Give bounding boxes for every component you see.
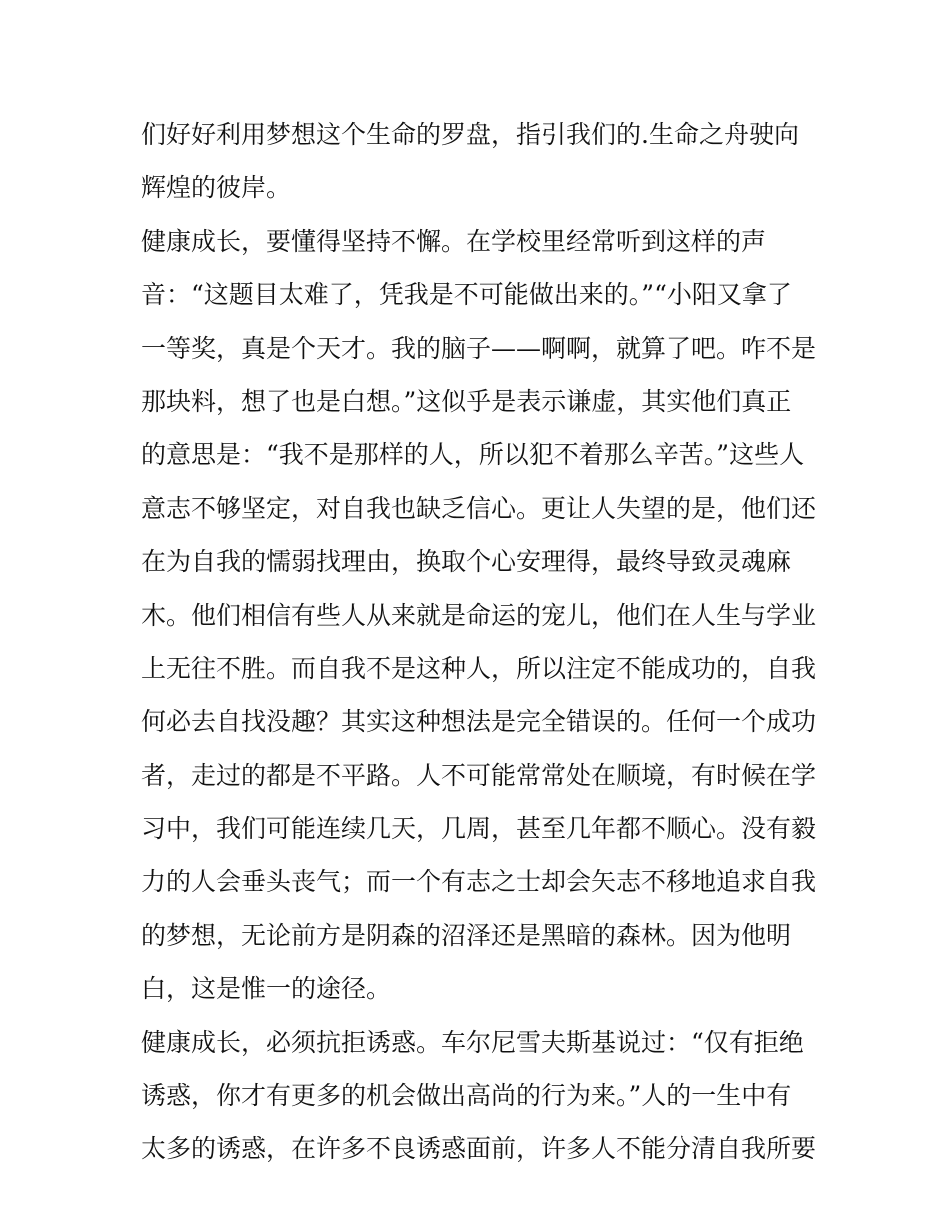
- text-line: 木。他们相信有些人从来就是命运的宠儿，他们在人生与学业: [141, 600, 817, 630]
- text-line: 音：“这题目太难了，凭我是不可能做出来的。”“小阳又拿了: [141, 280, 792, 310]
- text-line: 意志不够坚定，对自我也缺乏信心。更让人失望的是，他们还: [141, 493, 817, 523]
- text-line: 力的人会垂头丧气；而一个有志之士却会矢志不移地追求自我: [141, 867, 817, 897]
- text-line: 在为自我的懦弱找理由，换取个心安理得，最终导致灵魂麻: [141, 547, 792, 577]
- text-line: 一等奖，真是个天才。我的脑子——啊啊，就算了吧。咋不是: [141, 333, 817, 363]
- text-line: 者，走过的都是不平路。人不可能常常处在顺境，有时候在学: [141, 760, 817, 790]
- text-line: 习中，我们可能连续几天，几周，甚至几年都不顺心。没有毅: [141, 814, 817, 844]
- text-line: 诱惑，你才有更多的机会做出高尚的行为来。”人的一生中有: [141, 1081, 792, 1111]
- text-line: 健康成长，必须抗拒诱惑。车尔尼雪夫斯基说过：“仅有拒绝: [141, 1027, 804, 1057]
- text-line: 白，这是惟一的途径。: [141, 974, 392, 1004]
- text-line: 太多的诱惑，在许多不良诱惑面前，许多人不能分清自我所要: [141, 1134, 817, 1164]
- text-line: 们好好利用梦想这个生命的罗盘，指引我们的.生命之舟驶向: [141, 120, 799, 149]
- text-line: 何必去自找没趣？其实这种想法是完全错误的。任何一个成功: [141, 707, 817, 737]
- text-line: 的意思是：“我不是那样的人，所以犯不着那么辛苦。”这些人: [141, 440, 805, 470]
- text-line: 的梦想，无论前方是阴森的沼泽还是黑暗的森林。因为他明: [141, 920, 792, 950]
- text-line: 那块料，想了也是白想。”这似乎是表示谦虚，其实他们真正: [141, 386, 792, 416]
- text-line: 健康成长，要懂得坚持不懈。在学校里经常听到这样的声: [141, 226, 767, 256]
- text-line: 辉煌的彼岸。: [141, 173, 292, 203]
- body-text: [141, 108, 821, 1176]
- text-line: 上无往不胜。而自我不是这种人，所以注定不能成功的，自我: [141, 653, 817, 683]
